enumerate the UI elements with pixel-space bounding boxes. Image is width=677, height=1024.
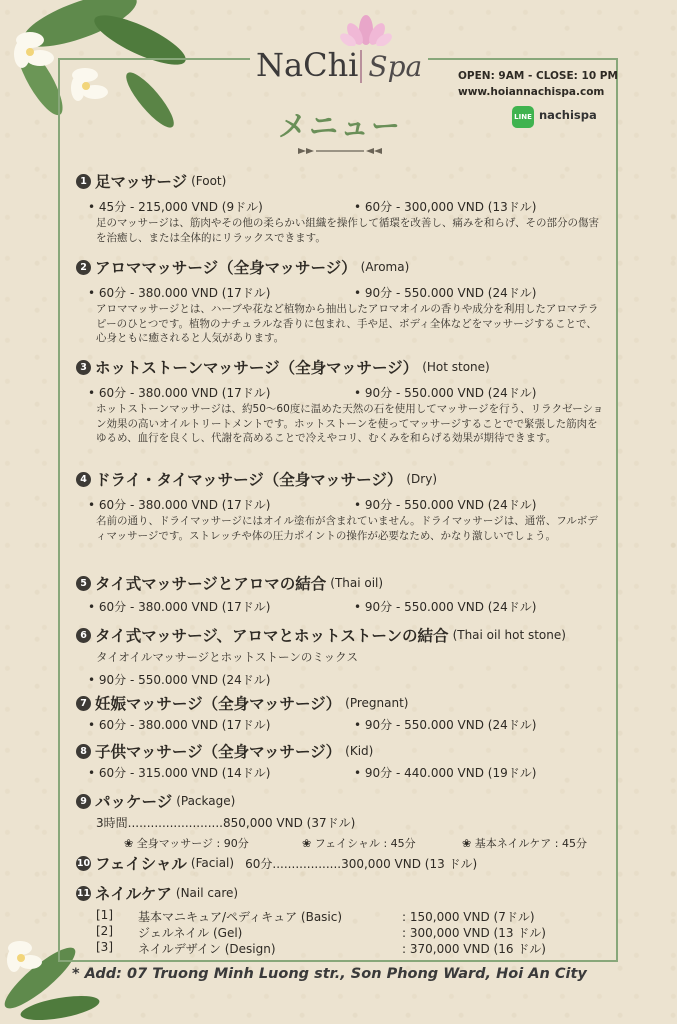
- menu-item-package: [76, 790, 616, 851]
- nail-name: ネイルデザイン (Design): [138, 942, 276, 956]
- item-title: 子供マッサージ（全身マッサージ）: [95, 743, 342, 761]
- package-item: ❀ フェイシャル : 45分: [302, 837, 416, 850]
- price-option: • 60分 - 380.000 VND (17ドル): [88, 386, 271, 400]
- nail-price: : 370,000 VND (16 ドル): [402, 942, 546, 956]
- package-price: 3時間.........................850,000 VND (37ドル): [96, 816, 356, 830]
- price-option: • 45分 - 215,000 VND (9ドル): [88, 200, 263, 214]
- brand-sub: Spa: [360, 50, 422, 83]
- nail-row: [76, 924, 616, 940]
- menu-item-aroma: [76, 256, 616, 346]
- nail-index: [2]: [96, 924, 113, 938]
- item-number: 9: [76, 794, 91, 809]
- hours-text: OPEN: 9AM - CLOSE: 10 PM: [458, 70, 618, 82]
- price-option: • 60分 - 380.000 VND (17ドル): [88, 718, 271, 732]
- item-title: ホットストーンマッサージ（全身マッサージ）: [95, 359, 419, 377]
- menu-item-dry: [76, 468, 616, 543]
- item-title: フェイシャル: [95, 855, 187, 873]
- menu-item-kid: [76, 740, 616, 780]
- nail-list: [76, 908, 616, 956]
- nail-row: [76, 940, 616, 956]
- item-subtitle: タイオイルマッサージとホットストーンのミックス: [96, 650, 358, 664]
- package-contents: [76, 835, 616, 851]
- nail-index: [3]: [96, 940, 113, 954]
- item-title: アロママッサージ（全身マッサージ）: [95, 259, 357, 277]
- item-title-en: (Foot): [191, 174, 227, 188]
- item-number: 3: [76, 360, 91, 375]
- item-number: 5: [76, 576, 91, 591]
- package-item: ❀ 全身マッサージ : 90分: [124, 837, 249, 850]
- address: * Add: 07 Truong Minh Luong str., Son Phong Ward, Hoi An City: [72, 966, 587, 982]
- item-title-en: (Dry): [406, 472, 438, 486]
- item-title-en: (Package): [176, 794, 236, 808]
- nail-price: : 300,000 VND (13 ドル): [402, 926, 546, 940]
- price-option: • 60分 - 315.000 VND (14ドル): [88, 766, 271, 780]
- brand-logo: [250, 46, 428, 84]
- website-link[interactable]: www.hoiannachispa.com: [458, 86, 605, 98]
- opening-hours: [458, 68, 618, 100]
- price-option: • 60分 - 380.000 VND (17ドル): [88, 498, 271, 512]
- price-option: • 90分 - 550.000 VND (24ドル): [354, 600, 537, 614]
- item-number: 11: [76, 887, 91, 899]
- item-title-en: (Nail care): [175, 886, 239, 900]
- line-id[interactable]: nachispa: [539, 108, 597, 122]
- item-title-en: (Facial): [190, 856, 235, 870]
- item-description: ホットストーンマッサージは、約50～60度に温めた天然の石を使用してマッサージを行う、リラクゼーション効果の高いオイルトリートメントです。ホットストーンを使ってマッサージすることでで緊張した筋肉をゆるめ、血行を良くし、代謝を高めることで冷えやコリ、むくみを和らげる効果が期待できます。: [96, 403, 604, 444]
- price-option: • 90分 - 550.000 VND (24ドル): [354, 498, 537, 512]
- menu-item-thai-oil-hot-stone: [76, 624, 616, 687]
- nail-index: [1]: [96, 908, 113, 922]
- menu-item-pregnant: [76, 692, 616, 732]
- price-option: • 90分 - 550.000 VND (24ドル): [88, 672, 271, 687]
- item-description: アロママッサージとは、ハーブや花など植物から抽出したアロマオイルの香りや成分を利用したアロマテラピーのひとつです。植物のナチュラルな香りに包まれ、手や足、ボディ全体などをマッサージすることで、心身ともに癒されると人気があります。: [96, 303, 599, 344]
- item-title: パッケージ: [95, 793, 173, 811]
- menu-item-facial: [76, 852, 616, 874]
- package-item: ❀ 基本ネイルケア : 45分: [462, 837, 587, 850]
- item-title: 足マッサージ: [95, 173, 188, 191]
- item-number: 8: [76, 744, 91, 759]
- item-number: 10: [76, 857, 91, 869]
- laurel-divider: [296, 144, 384, 158]
- item-title-en: (Aroma): [360, 260, 410, 274]
- price-option: • 90分 - 550.000 VND (24ドル): [354, 386, 537, 400]
- menu-item-foot: [76, 170, 616, 245]
- menu-item-nail-care: [76, 882, 616, 956]
- price-option: • 60分 - 300,000 VND (13ドル): [354, 200, 537, 214]
- item-title: タイ式マッサージとアロマの結合: [95, 575, 327, 593]
- item-title-en: (Kid): [345, 744, 374, 758]
- brand-name: NaChi: [256, 46, 359, 84]
- item-title: ネイルケア: [95, 885, 172, 903]
- item-description: 足のマッサージは、筋肉やその他の柔らかい組織を操作して循環を改善し、痛みを和らげ、その部分の傷害を治癒し、または全体的にリラックスできます。: [96, 217, 599, 244]
- nail-row: [76, 908, 616, 924]
- price-option: • 90分 - 440.000 VND (19ドル): [354, 766, 537, 780]
- price-option: • 90分 - 550.000 VND (24ドル): [354, 286, 537, 300]
- price-option: • 60分 - 380.000 VND (17ドル): [88, 286, 271, 300]
- item-number: 2: [76, 260, 91, 275]
- lotus-icon: [340, 14, 392, 48]
- item-description: 名前の通り、ドライマッサージにはオイル塗布が含まれていません。ドライマッサージは、通常、フルボディマッサージです。ストレッチや体の圧力ポイントの操作が必要なため、かなり激しいでしょう。: [96, 515, 598, 542]
- facial-price: 60分..................300,000 VND (13 ドル): [245, 856, 478, 871]
- item-number: 1: [76, 174, 91, 189]
- item-title: ドライ・タイマッサージ（全身マッサージ）: [95, 471, 403, 489]
- item-number: 7: [76, 696, 91, 711]
- price-option: • 90分 - 550.000 VND (24ドル): [354, 718, 537, 732]
- page-title: メニュー: [278, 109, 403, 143]
- nail-price: : 150,000 VND (7ドル): [402, 910, 535, 924]
- item-title-en: (Hot stone): [422, 360, 490, 374]
- item-number: 6: [76, 628, 91, 643]
- nail-name: 基本マニキュア/ペディキュア (Basic): [138, 910, 343, 924]
- item-title-en: (Thai oil hot stone): [452, 628, 566, 642]
- price-option: • 60分 - 380.000 VND (17ドル): [88, 600, 271, 614]
- menu-item-hot-stone: [76, 356, 616, 446]
- item-title-en: (Pregnant): [345, 696, 409, 710]
- line-icon: LINE: [512, 106, 534, 128]
- nail-name: ジェルネイル (Gel): [138, 926, 243, 940]
- item-number: 4: [76, 472, 91, 487]
- menu-item-thai-oil: [76, 572, 616, 614]
- item-title: タイ式マッサージ、アロマとホットストーンの結合: [95, 627, 449, 645]
- item-title-en: (Thai oil): [330, 576, 384, 590]
- item-title: 妊娠マッサージ（全身マッサージ）: [95, 695, 342, 713]
